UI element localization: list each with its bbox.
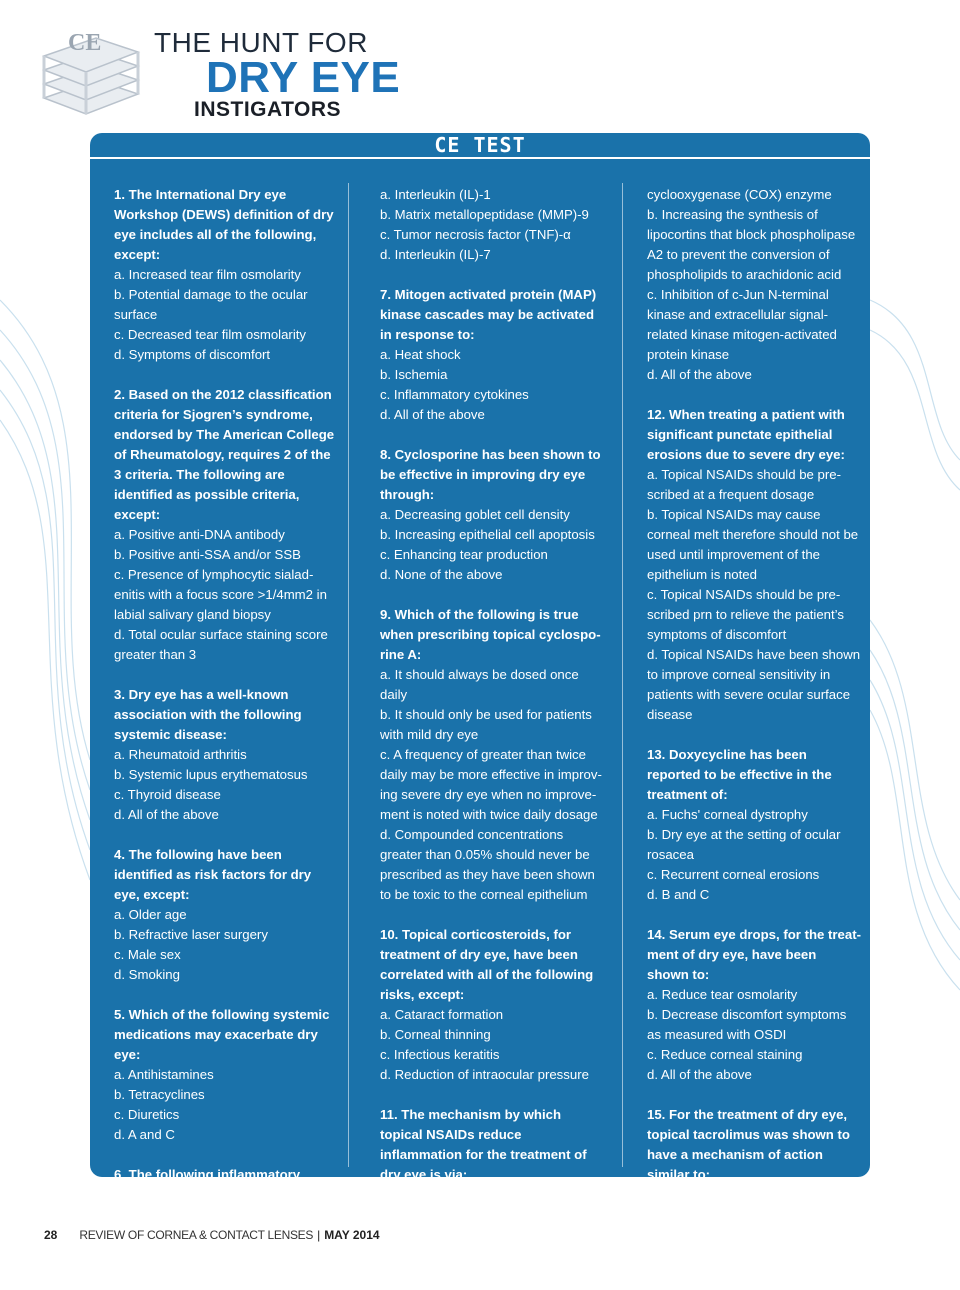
answer-option: a. Antihistamines (114, 1067, 214, 1082)
answer-option: a. Fuchs' corneal dystrophy (647, 807, 808, 822)
answer-option: b. Potential damage to the ocular surface (114, 287, 308, 322)
question-text: 14. Serum eye drops, for the treatment of dry eye, have been shown to: (647, 927, 862, 982)
column-divider (622, 183, 623, 1167)
answer-option: d. None of the above (380, 567, 503, 582)
answer-option: c. Inhibition of c-Jun N-terminal kinase and extracellular signal-related kinase mitogen-activated protein kinase (647, 287, 837, 362)
question-block (114, 685, 336, 825)
answer-option: a. Rheumatoid arthritis (114, 747, 247, 762)
title-line-2: DRY EYE (206, 53, 401, 102)
answer-option: b. Matrix metallopeptidase (MMP)-9 (380, 207, 589, 222)
answer-option: d. All of the above (114, 807, 219, 822)
answer-option: d. Topical NSAIDs have been shown to improve corneal sensitivity in patients with severe ocular surface disease (647, 647, 861, 722)
answer-option: b. Increasing the synthesis of lipocortins that block phospholipase A2 to prevent the conversion of phospholipids to arachidonic acid (647, 207, 856, 282)
answer-option: d. Interleukin (IL)-7 (380, 247, 491, 262)
question-block (114, 1165, 336, 1225)
answer-option: a. Interleukin (IL)-1 (380, 187, 491, 202)
answer-option: b. Increasing epithelial cell apoptosis (380, 527, 595, 542)
answer-option: c. Topical NSAIDs should be prescribed prn to relieve the patient’s symptoms of discomfort (647, 587, 844, 642)
answer-option: d. All of the above (647, 367, 752, 382)
answer-option: b. Corneal thinning (380, 1027, 491, 1042)
question-block (647, 405, 861, 725)
answer-option: a. Increased tear film osmolarity (114, 267, 301, 282)
answer-option: c. Recurrent corneal erosions (647, 867, 820, 882)
page-number: 28 (44, 1228, 58, 1242)
question-text: 15. For the treatment of dry eye, topical tacrolimus was shown to have a mechanism of action similar to: (647, 1107, 850, 1182)
answer-option: c. Male sex (114, 947, 181, 962)
question-text: 7. Mitogen activated protein (MAP) kinase cascades may be activated in response to: (380, 287, 597, 342)
question-column-2 (380, 185, 606, 1225)
answer-option: c. Presence of lymphocytic sialadenitis with a focus score >1/4mm2 in labial salivary gland biopsy (114, 567, 327, 622)
question-block (114, 1005, 336, 1145)
question-block (380, 185, 606, 265)
answer-option: d. Smoking (114, 967, 180, 982)
answer-option: d. B and C (647, 887, 710, 902)
question-block (380, 605, 606, 905)
answer-option: d. All of the above (380, 407, 485, 422)
question-block (647, 185, 861, 385)
issue-date: MAY 2014 (324, 1228, 380, 1242)
question-block (647, 745, 861, 905)
question-text: 1. The International Dry eye Workshop (DEWS) definition of dry eye includes all of the following, except: (114, 187, 334, 262)
answer-option: d. All of the above (647, 1067, 752, 1082)
answer-option: b. Dry eye at the setting of ocular rosacea (647, 827, 841, 862)
answer-option: b. Ischemia (380, 367, 448, 382)
answer-option: a. Cataract formation (380, 1007, 504, 1022)
question-block (380, 925, 606, 1085)
answer-option: a. Older age (114, 907, 187, 922)
question-text: 5. Which of the following systemic medications may exacerbate dry eye: (114, 1007, 330, 1062)
question-block (380, 445, 606, 585)
question-block (647, 1105, 861, 1245)
question-text: 8. Cyclosporine has been shown to be effective in improving dry eye through: (380, 447, 601, 502)
ce-logo (34, 20, 144, 130)
question-text: 11. The mechanism by which topical NSAIDs reduce inflammation for the treatment of dry eye is via: (380, 1107, 587, 1182)
page-footer (44, 1228, 380, 1242)
answer-option: b. Positive anti-SSA and/or SSB (114, 547, 301, 562)
answer-option: a. It should always be dosed once daily (380, 667, 579, 702)
title-line-3: INSTIGATORS (194, 98, 342, 121)
answer-option: c. Inflammatory cytokines (380, 387, 529, 402)
answer-option: d. Symptoms of discomfort (114, 347, 271, 362)
column-divider (348, 183, 349, 1167)
answer-option: c. Decreased tear film osmolarity (114, 327, 307, 342)
answer-option: b. Refractive laser surgery (114, 927, 268, 942)
answer-option: b. Decrease discomfort symptoms as measured with OSDI (647, 1007, 847, 1042)
panel-title: CE TEST (434, 133, 526, 157)
answer-option: c. Cyclosporine A (647, 1227, 749, 1242)
answer-option: c. Diuretics (114, 1107, 180, 1122)
answer-option: a. Tetracyclines (647, 1187, 738, 1202)
question-text: 12. When treating a patient with significant punctate epithelial erosions due to severe dry eye: (647, 407, 845, 462)
journal-name: REVIEW OF CORNEA & CONTACT LENSES (79, 1228, 314, 1242)
logo-text: CE (68, 30, 102, 56)
answer-option: c. Thyroid disease (114, 787, 221, 802)
answer-option: c. Tumor necrosis factor (TNF)-α (380, 227, 571, 242)
answer-option: cyclooxygenase (COX) enzyme (647, 187, 832, 202)
answer-option: a. Topical NSAIDs should be prescribed at a frequent dosage (647, 467, 842, 502)
question-text: 2. Based on the 2012 classification criteria for Sjogren’s syndrome, endorsed by The American College of Rheumatology, requires 2 of the 3 criteria. The following are identified as possible criteria, except: (114, 387, 335, 522)
answer-option: a. Positive anti-DNA antibody (114, 527, 285, 542)
question-block (380, 1105, 606, 1205)
answer-option: c. Enhancing tear production (380, 547, 548, 562)
question-column-3 (647, 185, 861, 1265)
question-text: 13. Doxycycline has been reported to be effective in the treatment of: (647, 747, 832, 802)
question-block (114, 845, 336, 985)
answer-option: a. Heat shock (380, 347, 461, 362)
answer-option: c. Reduce corneal staining (647, 1047, 803, 1062)
answer-option: c. Infectious keratitis (380, 1047, 500, 1062)
header-divider (90, 157, 870, 159)
answer-option: b. Tetracyclines (114, 1087, 205, 1102)
answer-option: d. A and C (114, 1127, 175, 1142)
question-text: 3. Dry eye has a well-known association with the following systemic disease: (114, 687, 302, 742)
answer-option: b. NSAIDs (647, 1207, 709, 1222)
answer-option: b. It should only be used for patients with mild dry eye (380, 707, 592, 742)
article-title (154, 28, 400, 122)
answer-option: d. Total ocular surface staining score greater than 3 (114, 627, 328, 662)
question-block (114, 385, 336, 665)
question-text: 6. The following inflammatory mediators have been found to play a role in dry eye, except: (114, 1167, 332, 1222)
answer-option: a. Reduce tear osmolarity (647, 987, 798, 1002)
answer-option: a. Decreasing goblet cell density (380, 507, 570, 522)
question-block (114, 185, 336, 365)
question-text: 9. Which of the following is true when prescribing topical cyclosporine A: (380, 607, 601, 662)
question-column-1 (114, 185, 336, 1245)
question-block (647, 925, 861, 1085)
footer-separator: | (317, 1228, 321, 1242)
answer-option: b. Systemic lupus erythematosus (114, 767, 308, 782)
question-block (380, 285, 606, 425)
answer-option: b. Topical NSAIDs may cause corneal melt therefore should not be used until improvement of the epithelium is noted (647, 507, 859, 582)
answer-option: a. Inhibition of prostaglandins via the (380, 1187, 595, 1202)
answer-option: c. A frequency of greater than twice daily may be more effective in improving severe dry eye when no improvement is noted with twice daily dosage (380, 747, 602, 822)
answer-option: d. Reduction of intraocular pressure (380, 1067, 589, 1082)
question-text: 10. Topical corticosteroids, for treatment of dry eye, have been correlated with all of the following risks, except: (380, 927, 594, 1002)
question-text: 4. The following have been identified as risk factors for dry eye, except: (114, 847, 312, 902)
title-line-1: THE HUNT FOR (154, 27, 368, 58)
answer-option: d. Compounded concentrations greater than 0.05% should never be prescribed as they have been shown to be toxic to the corneal epithelium (380, 827, 595, 902)
